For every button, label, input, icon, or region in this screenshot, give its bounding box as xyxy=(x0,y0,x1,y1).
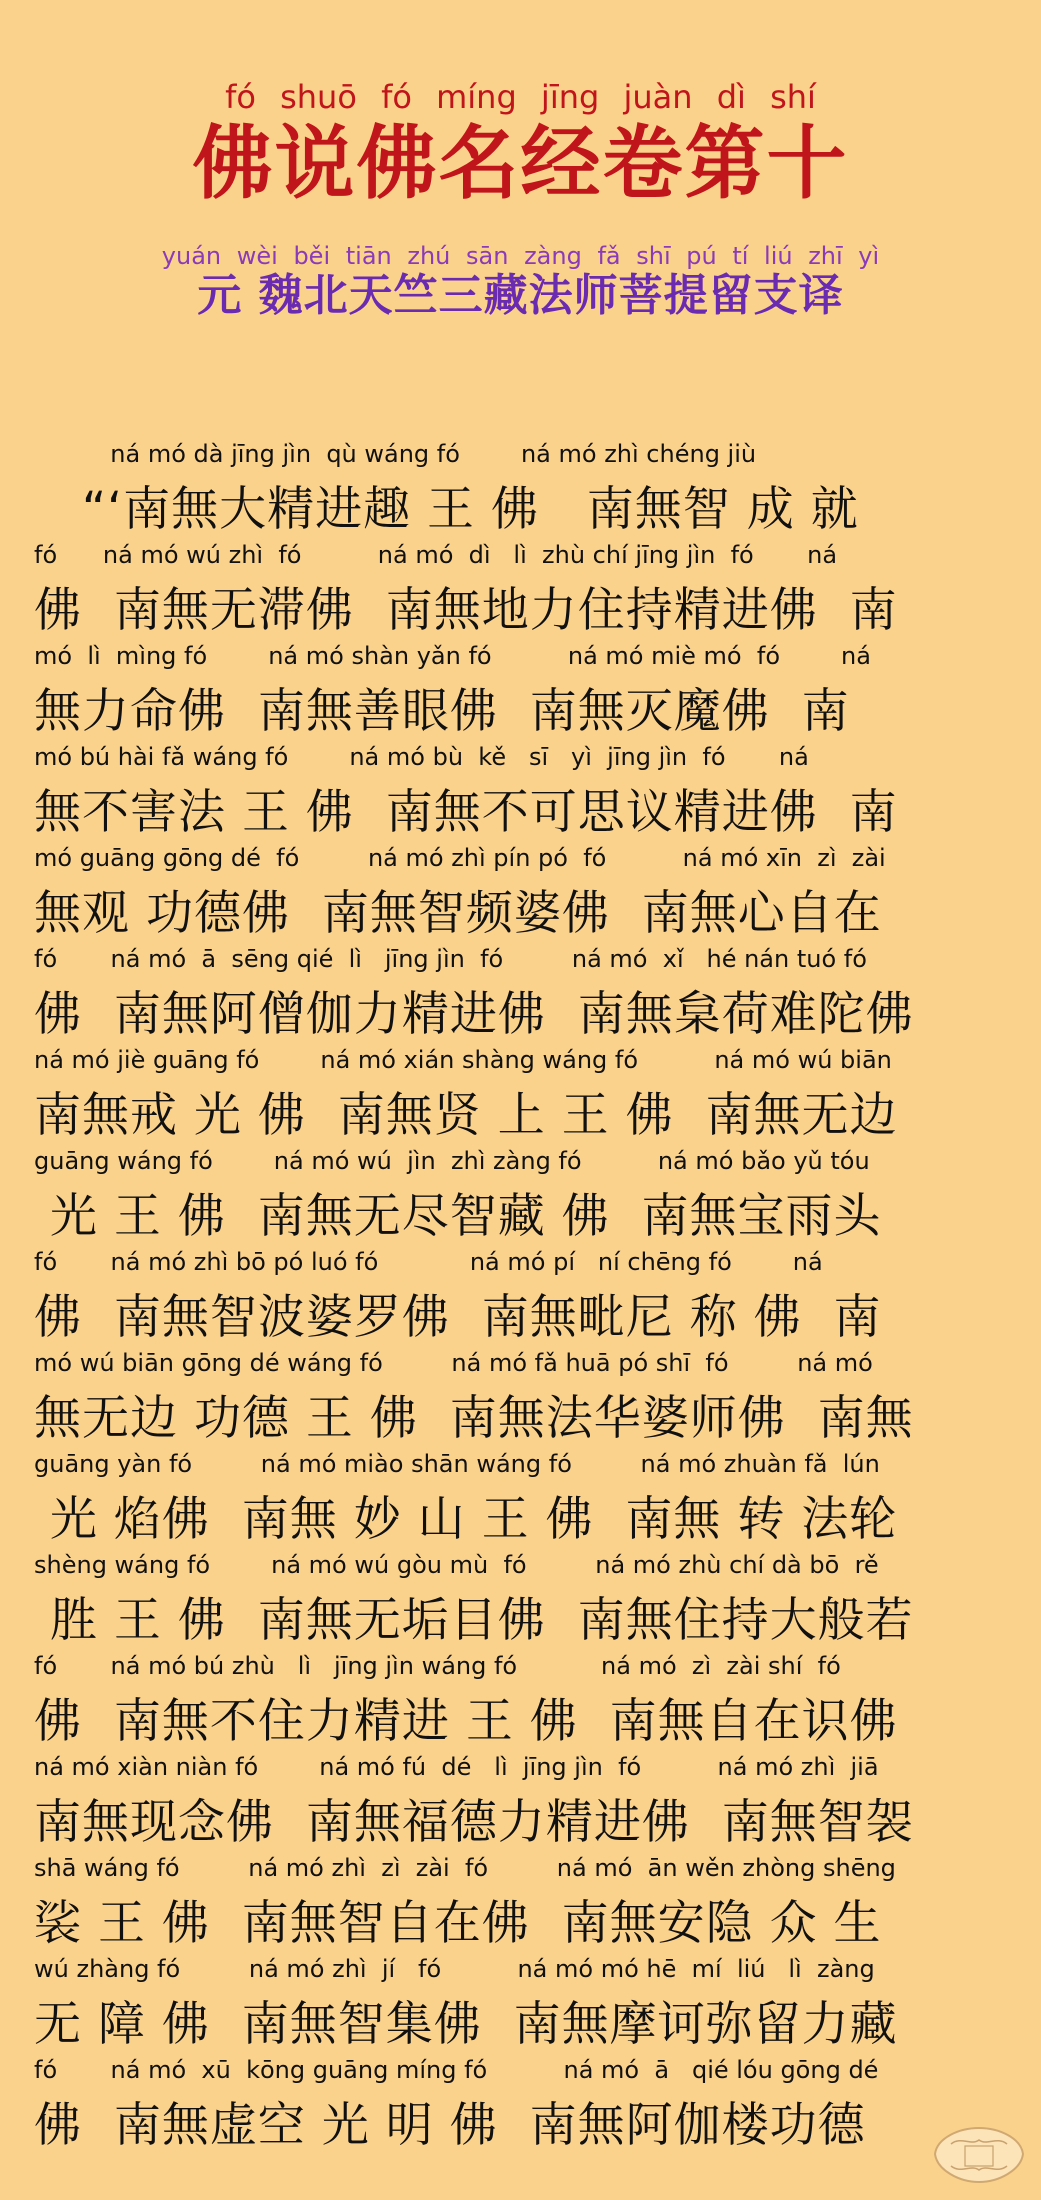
line-hanzi: 佛 南無无滞佛 南無地力住持精进佛 南 xyxy=(34,583,898,638)
line-pinyin: wú zhàng fó ná mó zhì jí fó ná mó mó hē mí liú lì zàng xyxy=(34,1955,875,1983)
line-hanzi: 佛 南無智波婆罗佛 南無毗尼 称 佛 南 xyxy=(34,1290,882,1345)
line-pinyin: guāng wáng fó ná mó wú jìn zhì zàng fó ná mó bǎo yǔ tóu xyxy=(34,1147,870,1175)
line-pinyin: mó lì mìng fó ná mó shàn yǎn fó ná mó miè mó fó ná xyxy=(34,642,871,670)
text-line xyxy=(34,1652,1009,1753)
title-pinyin: fó shuō fó míng jīng juàn dì shí xyxy=(225,78,816,116)
line-hanzi: 无 障 佛 南無智集佛 南無摩诃弥留力藏 xyxy=(34,1997,898,2052)
line-pinyin: mó bú hài fǎ wáng fó ná mó bù kě sī yì jīng jìn fó ná xyxy=(34,743,809,771)
line-hanzi: 無不害法 王 佛 南無不可思议精进佛 南 xyxy=(34,785,898,840)
text-line xyxy=(34,1753,1009,1854)
line-pinyin: mó guāng gōng dé fó ná mó zhì pín pó fó ná mó xīn zì zài xyxy=(34,844,886,872)
subtitle: 元 魏北天竺三藏法师菩提留支译 xyxy=(197,270,844,321)
text-line xyxy=(34,1248,1009,1349)
line-pinyin: ná mó xiàn niàn fó ná mó fú dé lì jīng jìn fó ná mó zhì jiā xyxy=(34,1753,879,1781)
line-pinyin: ná mó jiè guāng fó ná mó xián shàng wáng fó ná mó wú biān xyxy=(34,1046,892,1074)
text-line xyxy=(34,743,1009,844)
text-line xyxy=(34,440,1009,541)
subtitle-pinyin: yuán wèi běi tiān zhú sān zàng fǎ shī pú tí liú zhī yì xyxy=(161,242,880,270)
text-line xyxy=(34,1854,1009,1955)
line-hanzi: 佛 南無虚空 光 明 佛 南無阿伽楼功德 xyxy=(34,2098,866,2153)
line-pinyin: fó ná mó ā sēng qié lì jīng jìn fó ná mó xǐ hé nán tuó fó xyxy=(34,945,867,973)
line-pinyin: fó ná mó wú zhì fó ná mó dì lì zhù chí jīng jìn fó ná xyxy=(34,541,838,569)
line-hanzi: 南無现念佛 南無福德力精进佛 南無智袈 xyxy=(34,1795,914,1850)
line-pinyin: ná mó dà jīng jìn qù wáng fó ná mó zhì chéng jiù xyxy=(34,440,757,468)
line-hanzi: 無观 功德佛 南無智频婆佛 南無心自在 xyxy=(34,886,882,941)
line-hanzi: 裟 王 佛 南無智自在佛 南無安隐 众 生 xyxy=(34,1896,882,1951)
line-hanzi: 無无边 功德 王 佛 南無法华婆师佛 南無 xyxy=(34,1391,914,1446)
line-pinyin: shèng wáng fó ná mó wú gòu mù fó ná mó zhù chí dà bō rě xyxy=(34,1551,879,1579)
line-hanzi: 南無戒 光 佛 南無贤 上 王 佛 南無无边 xyxy=(34,1088,898,1143)
text-line xyxy=(34,1450,1009,1551)
line-hanzi: 無力命佛 南無善眼佛 南無灭魔佛 南 xyxy=(34,684,850,739)
text-line xyxy=(34,1046,1009,1147)
line-hanzi: 光 王 佛 南無无尽智藏 佛 南無宝雨头 xyxy=(34,1189,882,1244)
line-hanzi: “‘南無大精进趣 王 佛 南無智 成 就 xyxy=(34,482,859,537)
line-pinyin: fó ná mó bú zhù lì jīng jìn wáng fó ná mó zì zài shí fó xyxy=(34,1652,841,1680)
text-line xyxy=(34,1349,1009,1450)
line-hanzi: 光 焰佛 南無 妙 山 王 佛 南無 转 法轮 xyxy=(34,1492,898,1547)
text-line xyxy=(34,642,1009,743)
text-line xyxy=(34,2056,1009,2157)
line-pinyin: shā wáng fó ná mó zhì zì zài fó ná mó ān wěn zhòng shēng xyxy=(34,1854,896,1882)
text-line xyxy=(34,1955,1009,2056)
seal-watermark xyxy=(931,2124,1027,2186)
line-hanzi: 佛 南無阿僧伽力精进佛 南無枲荷难陀佛 xyxy=(34,987,914,1042)
line-hanzi: 佛 南無不住力精进 王 佛 南無自在识佛 xyxy=(34,1694,898,1749)
text-line xyxy=(34,945,1009,1046)
line-pinyin: fó ná mó zhì bō pó luó fó ná mó pí ní chēng fó ná xyxy=(34,1248,823,1276)
text-line xyxy=(34,844,1009,945)
page-title: 佛说佛名经卷第十 xyxy=(192,117,849,210)
line-pinyin: guāng yàn fó ná mó miào shān wáng fó ná mó zhuàn fǎ lún xyxy=(34,1450,880,1478)
line-pinyin: mó wú biān gōng dé wáng fó ná mó fǎ huā pó shī fó ná mó xyxy=(34,1349,873,1377)
line-hanzi: 胜 王 佛 南無无垢目佛 南無住持大般若 xyxy=(34,1593,914,1648)
text-line xyxy=(34,1147,1009,1248)
line-pinyin: fó ná mó xū kōng guāng míng fó ná mó ā qié lóu gōng dé xyxy=(34,2056,879,2084)
text-line xyxy=(34,541,1009,642)
text-line xyxy=(34,1551,1009,1652)
